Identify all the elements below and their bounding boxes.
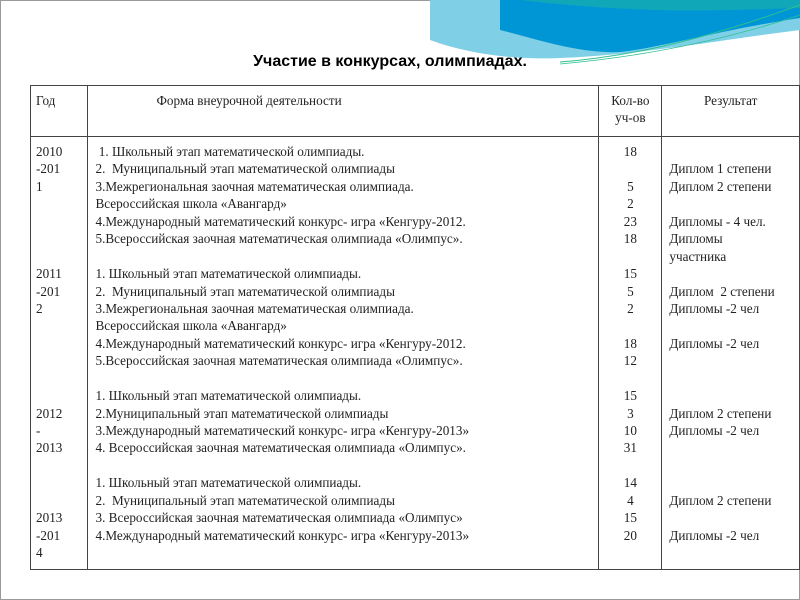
year-line: 2010 (36, 144, 63, 159)
activity-line: 1. Школьный этап математической олимпиады. (95, 388, 362, 404)
count-line: 18 (623, 144, 637, 159)
count-line: 10 (623, 423, 637, 438)
activity-line (88, 248, 598, 265)
result-line (662, 195, 799, 212)
year-line (31, 230, 87, 247)
activity-line: 4.Международный математический конкурс- игра «Кенгуру-2013» (95, 527, 470, 543)
result-line: Диплом 2 степени (669, 405, 772, 421)
activity-line: 2. Муниципальный этап математической олимпиады (95, 283, 395, 299)
years-cell (31, 137, 88, 570)
activity-line: 3.Межрегиональная заочная математическая олимпиада. (95, 300, 414, 316)
activity-line: 2. Муниципальный этап математической олимпиады (95, 492, 395, 508)
result-line: Дипломы (669, 231, 723, 247)
results-cell (662, 137, 800, 570)
year-line: 2013 (36, 510, 63, 526)
competitions-table (30, 85, 800, 570)
year-line: -201 (36, 283, 61, 299)
activity-line: 4. Всероссийская заочная математическая олимпиада «Олимпус». (95, 440, 466, 456)
count-line (599, 248, 661, 265)
activity-line (88, 457, 598, 474)
header-year: Год (31, 86, 88, 137)
result-line: Диплом 1 степени (669, 161, 772, 177)
count-line: 31 (623, 440, 637, 456)
result-line: Диплом 2 степени (669, 492, 772, 508)
activity-line: 2.Муниципальный этап математической олимпиады (95, 405, 389, 421)
page-title: Участие в конкурсах, олимпиадах. (253, 53, 527, 70)
count-line: 4 (627, 492, 634, 508)
year-line (31, 213, 87, 230)
result-line (662, 457, 799, 474)
year-line: 1 (36, 178, 43, 194)
activity-line: 1. Школьный этап математической олимпиады. (95, 144, 365, 159)
header-result: Результат (662, 86, 800, 137)
year-line (31, 248, 87, 265)
activity-line: Всероссийская школа «Авангард» (95, 318, 287, 334)
result-line (662, 370, 799, 387)
result-line (662, 387, 799, 404)
result-line: Диплом 2 степени (669, 178, 772, 194)
result-line: Дипломы -2 чел (669, 300, 760, 316)
count-line: 14 (623, 475, 637, 491)
activity-line: 2. Муниципальный этап математической олимпиады (95, 161, 395, 177)
table-row (31, 137, 800, 570)
activity-line (88, 370, 598, 387)
header-count: Кол-во уч-ов (599, 86, 662, 137)
year-line: 2011 (36, 266, 62, 282)
count-line: 15 (623, 510, 637, 526)
counts-cell (599, 137, 662, 570)
year-line: 4 (36, 545, 43, 561)
result-line (662, 439, 799, 456)
activity-line: Всероссийская школа «Авангард» (95, 196, 287, 212)
activity-line: 1. Школьный этап математической олимпиады. (95, 475, 362, 491)
result-line (662, 474, 799, 491)
count-line: 18 (623, 231, 637, 247)
result-line: Дипломы -2 чел (669, 423, 760, 438)
count-line: 15 (623, 266, 637, 282)
year-line: -201 (36, 527, 61, 543)
result-line: Дипломы - 4 чел. (669, 213, 766, 229)
activity-line: 3.Международный математический конкурс- игра «Кенгуру-2013» (95, 423, 470, 438)
result-line: Диплом 2 степени (669, 283, 775, 299)
year-line (31, 335, 87, 352)
year-line: - (36, 423, 41, 438)
result-line: участника (669, 248, 727, 264)
count-line: 18 (623, 335, 637, 351)
count-line: 5 (627, 178, 634, 194)
header-activity: Форма внеурочной деятельности (88, 86, 599, 137)
year-line (31, 352, 87, 369)
activity-line: 5.Всероссийская заочная математическая олимпиада «Олимпус». (95, 231, 463, 247)
result-line (662, 509, 799, 526)
result-line (662, 317, 799, 334)
year-line: 2013 (36, 440, 63, 456)
year-line (31, 195, 87, 212)
activity-line: 4.Международный математический конкурс- игра «Кенгуру-2012. (95, 213, 466, 229)
year-line (31, 370, 87, 387)
year-line (31, 457, 87, 474)
activity-line: 3. Всероссийская заочная математическая олимпиада «Олимпус» (95, 510, 463, 526)
year-line (31, 317, 87, 334)
count-line (599, 457, 661, 474)
result-line (662, 265, 799, 282)
result-line: Дипломы -2 чел (669, 527, 760, 543)
year-line (31, 492, 87, 509)
activities-cell (88, 137, 599, 570)
table-header-row (31, 86, 800, 137)
result-line (662, 143, 799, 160)
activity-line: 4.Международный математический конкурс- игра «Кенгуру-2012. (95, 335, 466, 351)
count-line: 5 (627, 283, 634, 299)
count-line: 23 (623, 213, 637, 229)
count-line: 2 (627, 196, 634, 212)
count-line: 20 (623, 527, 637, 543)
year-line: -201 (36, 161, 61, 177)
result-line: Дипломы -2 чел (669, 335, 760, 351)
count-line (599, 160, 661, 177)
year-line: 2 (36, 300, 43, 316)
year-line (31, 474, 87, 491)
result-line (662, 352, 799, 369)
activity-line: 1. Школьный этап математической олимпиады. (95, 266, 362, 282)
count-line: 2 (627, 300, 634, 316)
activity-line: 3.Межрегиональная заочная математическая олимпиада. (95, 178, 414, 194)
count-line: 12 (623, 353, 637, 369)
year-line (31, 387, 87, 404)
count-line: 15 (623, 388, 637, 404)
count-line: 3 (627, 405, 634, 421)
count-line (599, 370, 661, 387)
year-line: 2012 (36, 405, 63, 421)
count-line (599, 317, 661, 334)
activity-line: 5.Всероссийская заочная математическая олимпиада «Олимпус». (95, 353, 463, 369)
